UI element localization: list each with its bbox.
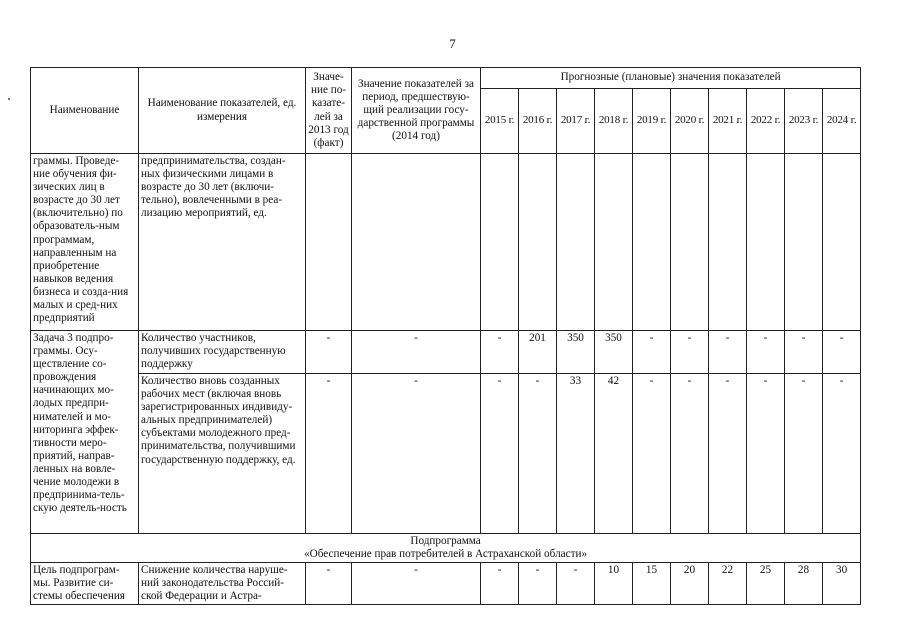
row-value-prev: - <box>352 331 481 374</box>
row-value <box>633 154 671 331</box>
section-title-line2: «Обеспечение прав потребителей в Астраханской области» <box>304 548 588 561</box>
row-value: - <box>481 563 519 605</box>
section-title-line1: Подпрограмма <box>410 535 481 547</box>
row-value <box>747 154 785 331</box>
page-number: 7 <box>449 36 456 51</box>
row-value: 22 <box>709 563 747 605</box>
row-value <box>785 154 823 331</box>
row-value: 10 <box>595 563 633 605</box>
row-value: 15 <box>633 563 671 605</box>
header-year: 2022 г. <box>747 89 785 154</box>
row-value: - <box>823 374 861 534</box>
row-value: 33 <box>557 374 595 534</box>
row-value: 201 <box>519 331 557 374</box>
row-value: 28 <box>785 563 823 605</box>
header-value-prev: Значение показателей за период, предшествую-щий реализации госу-дарственной программы (2014 год) <box>352 68 481 154</box>
row-value: - <box>747 374 785 534</box>
header-forecast: Прогнозные (плановые) значения показателей <box>481 68 861 89</box>
header-indicator: Наименование показателей, ед. измерения <box>139 68 306 154</box>
row-value: - <box>709 331 747 374</box>
section-row <box>31 534 861 563</box>
indicators-table <box>30 67 861 605</box>
row-value <box>481 154 519 331</box>
section-title <box>31 534 861 563</box>
row-value: - <box>633 374 671 534</box>
row-value <box>671 154 709 331</box>
table-row <box>31 563 861 605</box>
row-value: - <box>671 331 709 374</box>
row-value: - <box>557 563 595 605</box>
header-year: 2020 г. <box>671 89 709 154</box>
row-name: граммы. Проведе-ние обучения фи-зических лиц в возрасте до 30 лет (включительно) по образователь-ным программам, направленным на приобретение навыков ведения бизнеса и созда-ния малых и сред-них предприятий <box>31 154 139 331</box>
row-value <box>709 154 747 331</box>
row-indicator: Количество участников, получивших государственную поддержку <box>139 331 306 374</box>
row-indicator: Снижение количества наруше-ний законодательства Россий-ской Федерации и Астра- <box>139 563 306 605</box>
row-value: - <box>785 331 823 374</box>
row-value: - <box>709 374 747 534</box>
header-year: 2016 г. <box>519 89 557 154</box>
row-value: 25 <box>747 563 785 605</box>
table-row <box>31 331 861 374</box>
row-value: - <box>671 374 709 534</box>
table-row <box>31 154 861 331</box>
row-value-prev <box>352 154 481 331</box>
row-value: - <box>633 331 671 374</box>
row-value <box>823 154 861 331</box>
header-year: 2024 г. <box>823 89 861 154</box>
header-name: Наименование <box>31 68 139 154</box>
row-value: - <box>785 374 823 534</box>
row-value: 350 <box>595 331 633 374</box>
row-value: - <box>519 374 557 534</box>
row-value-2013: - <box>306 563 352 605</box>
row-value <box>519 154 557 331</box>
row-value: - <box>823 331 861 374</box>
scan-dot <box>8 98 10 100</box>
table-row <box>31 374 861 534</box>
header-year: 2023 г. <box>785 89 823 154</box>
row-value-prev: - <box>352 563 481 605</box>
row-value <box>557 154 595 331</box>
header-year: 2017 г. <box>557 89 595 154</box>
row-value <box>595 154 633 331</box>
row-value-2013: - <box>306 374 352 534</box>
row-value: - <box>747 331 785 374</box>
header-year: 2015 г. <box>481 89 519 154</box>
row-value: 20 <box>671 563 709 605</box>
header-value-2013: Значе-ние по-казате-лей за 2013 год (факт) <box>306 68 352 154</box>
row-value: - <box>481 331 519 374</box>
row-name: Цель подпрограм-мы. Развитие си-стемы обеспечения <box>31 563 139 605</box>
row-value-prev: - <box>352 374 481 534</box>
row-value: - <box>481 374 519 534</box>
header-year: 2018 г. <box>595 89 633 154</box>
row-value: 42 <box>595 374 633 534</box>
row-value: - <box>519 563 557 605</box>
row-value-2013: - <box>306 331 352 374</box>
row-indicator: Количество вновь созданных рабочих мест (включая вновь зарегистрированных индивиду-альных предпринимателей) субъектами молодежного пред-принимательства, получившими государственную поддержку, ед. <box>139 374 306 534</box>
row-value: 350 <box>557 331 595 374</box>
header-row-top <box>31 68 861 89</box>
header-year: 2021 г. <box>709 89 747 154</box>
row-name: Задача 3 подпро-граммы. Осу-ществление со-провождения начинающих мо-лодых предпри-нимателей и мо-ниторинга эффек-тивности меро-приятий, направ-ленных на вовле-чение молодежи в предпринима-тель-скую деятель-ность <box>31 331 139 534</box>
row-value-2013 <box>306 154 352 331</box>
row-value: 30 <box>823 563 861 605</box>
header-year: 2019 г. <box>633 89 671 154</box>
row-indicator: предпринимательства, создан-ных физическими лицами в возрасте до 30 лет (включи-тельно), вовлеченными в реа-лизацию мероприятий, ед. <box>139 154 306 331</box>
